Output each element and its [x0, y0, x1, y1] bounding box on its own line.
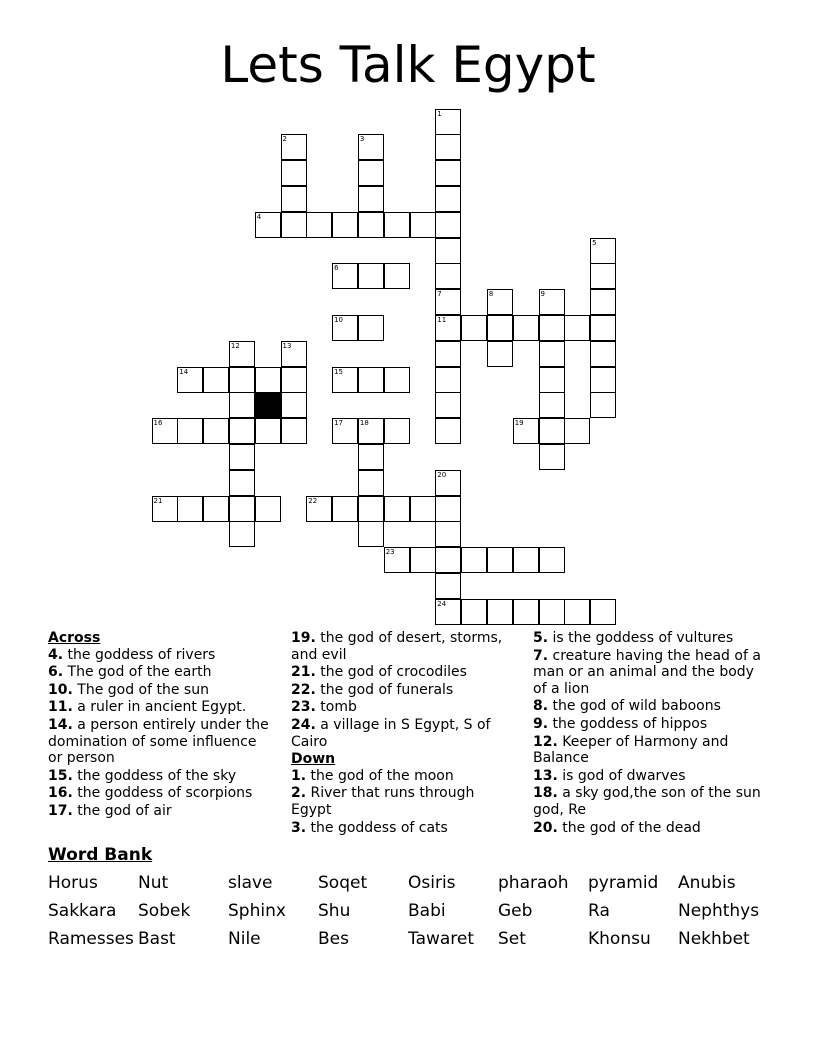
- clue-number: 5.: [533, 630, 549, 646]
- grid-cell[interactable]: [152, 418, 178, 444]
- word-bank-word: Khonsu: [588, 929, 651, 949]
- grid-cell[interactable]: [255, 496, 281, 522]
- word-bank-word: slave: [228, 873, 273, 893]
- grid-cell[interactable]: [539, 547, 565, 573]
- grid-cell[interactable]: [384, 496, 410, 522]
- word-bank-word: Tawaret: [408, 929, 475, 949]
- grid-cell[interactable]: [435, 134, 461, 160]
- clue-text: a person entirely under the domination of some influence or person: [48, 716, 269, 767]
- word-bank-word: pyramid: [588, 873, 659, 893]
- clue-item: [291, 820, 516, 837]
- grid-cell[interactable]: [358, 315, 384, 341]
- clue-number: 1.: [291, 767, 307, 784]
- cell-number: 11: [437, 315, 447, 324]
- cell-number: 14: [179, 367, 189, 376]
- grid-cell[interactable]: [229, 367, 255, 393]
- clue-text: The god of the earth: [63, 664, 212, 681]
- clue-number: 9.: [533, 715, 549, 732]
- clue-item: [533, 820, 765, 837]
- grid-cell[interactable]: [435, 109, 461, 135]
- grid-cell[interactable]: [539, 289, 565, 315]
- word-bank-word: Osiris: [408, 873, 456, 893]
- grid-cell[interactable]: [513, 418, 539, 444]
- grid-cell[interactable]: [332, 418, 358, 444]
- clue-text: River that runs through Egypt: [291, 785, 475, 818]
- down-heading: Down: [291, 751, 336, 768]
- clue-number: 12.: [533, 733, 558, 750]
- grid-cell[interactable]: [435, 289, 461, 315]
- grid-cell[interactable]: [332, 315, 358, 341]
- grid-cell[interactable]: [358, 418, 384, 444]
- grid-cell[interactable]: [410, 547, 436, 573]
- clue-text: Keeper of Harmony and Balance: [533, 733, 729, 767]
- clue-number: 17.: [48, 802, 73, 819]
- puzzle-title: Lets Talk Egypt: [220, 36, 596, 94]
- clue-text: the god of desert, storms, and evil: [291, 630, 503, 663]
- clue-item: [291, 717, 516, 750]
- grid-cell[interactable]: [410, 212, 436, 238]
- clue-text: the goddess of the sky: [72, 767, 237, 784]
- cell-number: 23: [385, 548, 395, 557]
- grid-cell[interactable]: [590, 238, 616, 264]
- clue-item: [48, 717, 270, 767]
- grid-cell[interactable]: [358, 212, 384, 238]
- clue-number: 14.: [48, 716, 73, 733]
- cell-number: 13: [282, 341, 292, 350]
- clue-number: 6.: [48, 664, 64, 681]
- grid-cell[interactable]: [435, 186, 461, 212]
- clue-item: [291, 630, 516, 663]
- grid-cell[interactable]: [332, 263, 358, 289]
- grid-cell[interactable]: [487, 341, 513, 367]
- word-bank-word: Bast: [138, 929, 176, 949]
- grid-cell[interactable]: [513, 315, 539, 341]
- grid-cell[interactable]: [539, 315, 565, 341]
- grid-cell[interactable]: [539, 367, 565, 393]
- clue-number: 19.: [291, 630, 316, 646]
- clue-item: [48, 664, 270, 681]
- grid-cell[interactable]: [384, 263, 410, 289]
- clue-item: [533, 768, 765, 785]
- clue-number: 7.: [533, 647, 549, 664]
- clue-text: is the goddess of vultures: [548, 630, 734, 646]
- grid-cell[interactable]: [281, 418, 307, 444]
- clue-text: creature having the head of a man or an animal and the body of a lion: [533, 647, 761, 697]
- grid-cell[interactable]: [358, 496, 384, 522]
- grid-cell[interactable]: [203, 418, 229, 444]
- clue-number: 10.: [48, 681, 73, 698]
- clue-text: the god of air: [72, 802, 172, 819]
- word-bank-word: Bes: [318, 929, 349, 949]
- cell-number: 4: [256, 212, 262, 221]
- grid-cell[interactable]: [487, 315, 513, 341]
- cell-number: 8: [488, 290, 494, 299]
- grid-cell[interactable]: [281, 186, 307, 212]
- clue-number: 4.: [48, 646, 64, 663]
- clue-text: is god of dwarves: [557, 767, 686, 784]
- grid-cell[interactable]: [255, 367, 281, 393]
- clue-number: 3.: [291, 819, 307, 836]
- grid-cell[interactable]: [564, 599, 590, 625]
- clue-item: [48, 785, 270, 802]
- clue-item: [533, 734, 765, 767]
- grid-cell[interactable]: [229, 521, 255, 547]
- grid-cell[interactable]: [590, 599, 616, 625]
- clue-number: 24.: [291, 716, 316, 733]
- clue-item: [48, 647, 270, 664]
- grid-cell[interactable]: [590, 367, 616, 393]
- grid-cell[interactable]: [513, 599, 539, 625]
- cell-number: 9: [540, 290, 545, 299]
- grid-cell[interactable]: [590, 392, 616, 418]
- clue-item: [533, 785, 765, 818]
- cell-number: 10: [334, 315, 344, 324]
- cell-number: 6: [334, 264, 339, 273]
- clue-item: [291, 768, 516, 785]
- grid-cell[interactable]: [461, 547, 487, 573]
- clue-number: 2.: [291, 785, 307, 802]
- grid-cell[interactable]: [513, 547, 539, 573]
- grid-cell[interactable]: [358, 186, 384, 212]
- grid-cell[interactable]: [332, 367, 358, 393]
- cell-number: 22: [308, 496, 318, 505]
- clue-number: 11.: [48, 699, 73, 716]
- clue-text: the goddess of rivers: [63, 646, 216, 663]
- grid-cell[interactable]: [281, 160, 307, 186]
- grid-cell[interactable]: [255, 212, 281, 238]
- grid-cell[interactable]: [281, 392, 307, 418]
- grid-cell[interactable]: [358, 263, 384, 289]
- cell-number: 24: [437, 599, 447, 608]
- word-bank-word: Nephthys: [678, 901, 760, 921]
- word-bank-heading: Word Bank: [48, 845, 153, 865]
- grid-cell[interactable]: [281, 134, 307, 160]
- clue-item: [291, 664, 516, 681]
- word-bank-word: pharaoh: [498, 873, 569, 893]
- clue-number: 18.: [533, 785, 558, 802]
- clue-text: the god of crocodiles: [315, 664, 467, 681]
- grid-cell[interactable]: [177, 496, 203, 522]
- grid-cell[interactable]: [435, 496, 461, 522]
- grid-cell[interactable]: [177, 367, 203, 393]
- clue-item: [48, 699, 270, 716]
- clue-text: the god of the dead: [557, 819, 701, 836]
- clue-text: a sky god,the son of the sun god, Re: [533, 785, 761, 818]
- grid-cell[interactable]: [229, 470, 255, 496]
- grid-cell[interactable]: [435, 263, 461, 289]
- grid-cell[interactable]: [384, 547, 410, 573]
- grid-cell[interactable]: [435, 315, 461, 341]
- clue-number: 21.: [291, 664, 316, 681]
- shaded-cell: [255, 392, 281, 418]
- grid-cell[interactable]: [435, 367, 461, 393]
- word-bank-word: Ramesses: [48, 929, 134, 949]
- grid-cell[interactable]: [590, 341, 616, 367]
- grid-cell[interactable]: [435, 238, 461, 264]
- clue-number: 13.: [533, 767, 558, 784]
- grid-cell[interactable]: [384, 212, 410, 238]
- grid-cell[interactable]: [590, 289, 616, 315]
- clue-item: [533, 648, 765, 698]
- across-heading: Across: [48, 630, 101, 646]
- grid-cell[interactable]: [539, 418, 565, 444]
- cell-number: 3: [359, 135, 365, 144]
- clue-number: 16.: [48, 785, 73, 802]
- grid-cell[interactable]: [358, 134, 384, 160]
- clues-column-2: [291, 630, 516, 837]
- word-bank-word: Set: [498, 929, 526, 949]
- word-bank-word: Shu: [318, 901, 351, 921]
- grid-cell[interactable]: [564, 315, 590, 341]
- grid-cell[interactable]: [590, 315, 616, 341]
- clue-number: 22.: [291, 681, 316, 698]
- clue-text: tomb: [315, 699, 357, 716]
- word-bank-word: Nile: [228, 929, 261, 949]
- clue-text: the god of funerals: [315, 681, 454, 698]
- clue-item: [533, 716, 765, 733]
- clue-text: the goddess of cats: [306, 819, 448, 836]
- clue-text: a village in S Egypt, S of Cairo: [291, 716, 491, 750]
- grid-cell[interactable]: [384, 367, 410, 393]
- grid-cell[interactable]: [177, 418, 203, 444]
- clues-column-1: [48, 630, 270, 821]
- clue-item: [533, 630, 765, 647]
- grid-cell[interactable]: [229, 496, 255, 522]
- grid-cell[interactable]: [358, 444, 384, 470]
- grid-cell[interactable]: [229, 418, 255, 444]
- grid-cell[interactable]: [590, 263, 616, 289]
- clue-number: 15.: [48, 767, 73, 784]
- clue-item: [48, 768, 270, 785]
- grid-cell[interactable]: [564, 418, 590, 444]
- clue-text: the god of the moon: [306, 767, 454, 784]
- cell-number: 18: [359, 419, 369, 428]
- grid-cell[interactable]: [487, 289, 513, 315]
- grid-cell[interactable]: [203, 367, 229, 393]
- cell-number: 21: [153, 496, 163, 505]
- clue-number: 8.: [533, 698, 549, 715]
- grid-cell[interactable]: [410, 496, 436, 522]
- grid-cell[interactable]: [461, 315, 487, 341]
- grid-cell[interactable]: [358, 521, 384, 547]
- grid-cell[interactable]: [306, 212, 332, 238]
- word-bank-word: Sphinx: [228, 901, 286, 921]
- cell-number: 2: [282, 135, 287, 144]
- grid-cell[interactable]: [358, 367, 384, 393]
- clue-text: the goddess of hippos: [548, 715, 708, 732]
- grid-cell[interactable]: [435, 341, 461, 367]
- grid-cell[interactable]: [281, 367, 307, 393]
- grid-cell[interactable]: [384, 418, 410, 444]
- word-bank-word: Nut: [138, 873, 169, 893]
- clue-item: [291, 682, 516, 699]
- grid-cell[interactable]: [281, 341, 307, 367]
- grid-cell[interactable]: [255, 418, 281, 444]
- clue-item: [48, 682, 270, 699]
- grid-cell[interactable]: [358, 470, 384, 496]
- grid-cell[interactable]: [435, 418, 461, 444]
- word-bank-word: Ra: [588, 901, 610, 921]
- word-bank-word: Horus: [48, 873, 98, 893]
- cell-number: 16: [153, 419, 163, 428]
- clue-item: [533, 698, 765, 715]
- word-bank-word: Geb: [498, 901, 533, 921]
- clue-item: [48, 803, 270, 820]
- grid-cell[interactable]: [539, 341, 565, 367]
- grid-cell[interactable]: [332, 212, 358, 238]
- cell-number: 15: [334, 367, 344, 376]
- grid-cell[interactable]: [281, 212, 307, 238]
- grid-cell[interactable]: [435, 599, 461, 625]
- cell-number: 19: [514, 419, 524, 428]
- grid-cell[interactable]: [229, 341, 255, 367]
- grid-cell[interactable]: [306, 496, 332, 522]
- cell-number: 5: [592, 238, 597, 247]
- grid-cell[interactable]: [203, 496, 229, 522]
- grid-cell[interactable]: [435, 521, 461, 547]
- clue-number: 20.: [533, 819, 558, 836]
- grid-cell[interactable]: [539, 599, 565, 625]
- grid-cell[interactable]: [487, 547, 513, 573]
- grid-cell[interactable]: [152, 496, 178, 522]
- clue-item: [291, 699, 516, 716]
- grid-cell[interactable]: [229, 392, 255, 418]
- cell-number: 12: [230, 341, 240, 350]
- grid-cell[interactable]: [435, 547, 461, 573]
- clues-column-3: [533, 630, 765, 837]
- word-bank-word: Nekhbet: [678, 929, 750, 949]
- clue-text: a ruler in ancient Egypt.: [72, 699, 247, 716]
- grid-cell[interactable]: [435, 573, 461, 599]
- grid-cell[interactable]: [435, 470, 461, 496]
- grid-cell[interactable]: [435, 392, 461, 418]
- clue-text: The god of the sun: [72, 681, 209, 698]
- clue-text: the god of wild baboons: [548, 698, 721, 715]
- grid-cell[interactable]: [539, 392, 565, 418]
- word-bank-word: Soqet: [318, 873, 368, 893]
- cell-number: 20: [437, 470, 447, 479]
- grid-cell[interactable]: [332, 496, 358, 522]
- cell-number: 17: [334, 419, 344, 428]
- word-bank-word: Babi: [408, 901, 446, 921]
- clue-text: the goddess of scorpions: [72, 785, 253, 802]
- word-bank-word: Sobek: [138, 901, 191, 921]
- cell-number: 1: [437, 109, 442, 118]
- grid-cell[interactable]: [487, 599, 513, 625]
- clue-item: [291, 785, 516, 818]
- cell-number: 7: [437, 290, 442, 299]
- clue-number: 23.: [291, 699, 316, 716]
- grid-cell[interactable]: [539, 444, 565, 470]
- word-bank-word: Anubis: [678, 873, 736, 893]
- grid-cell[interactable]: [461, 599, 487, 625]
- grid-cell[interactable]: [358, 160, 384, 186]
- grid-cell[interactable]: [435, 160, 461, 186]
- grid-cell[interactable]: [435, 212, 461, 238]
- word-bank-word: Sakkara: [48, 901, 117, 921]
- grid-cell[interactable]: [229, 444, 255, 470]
